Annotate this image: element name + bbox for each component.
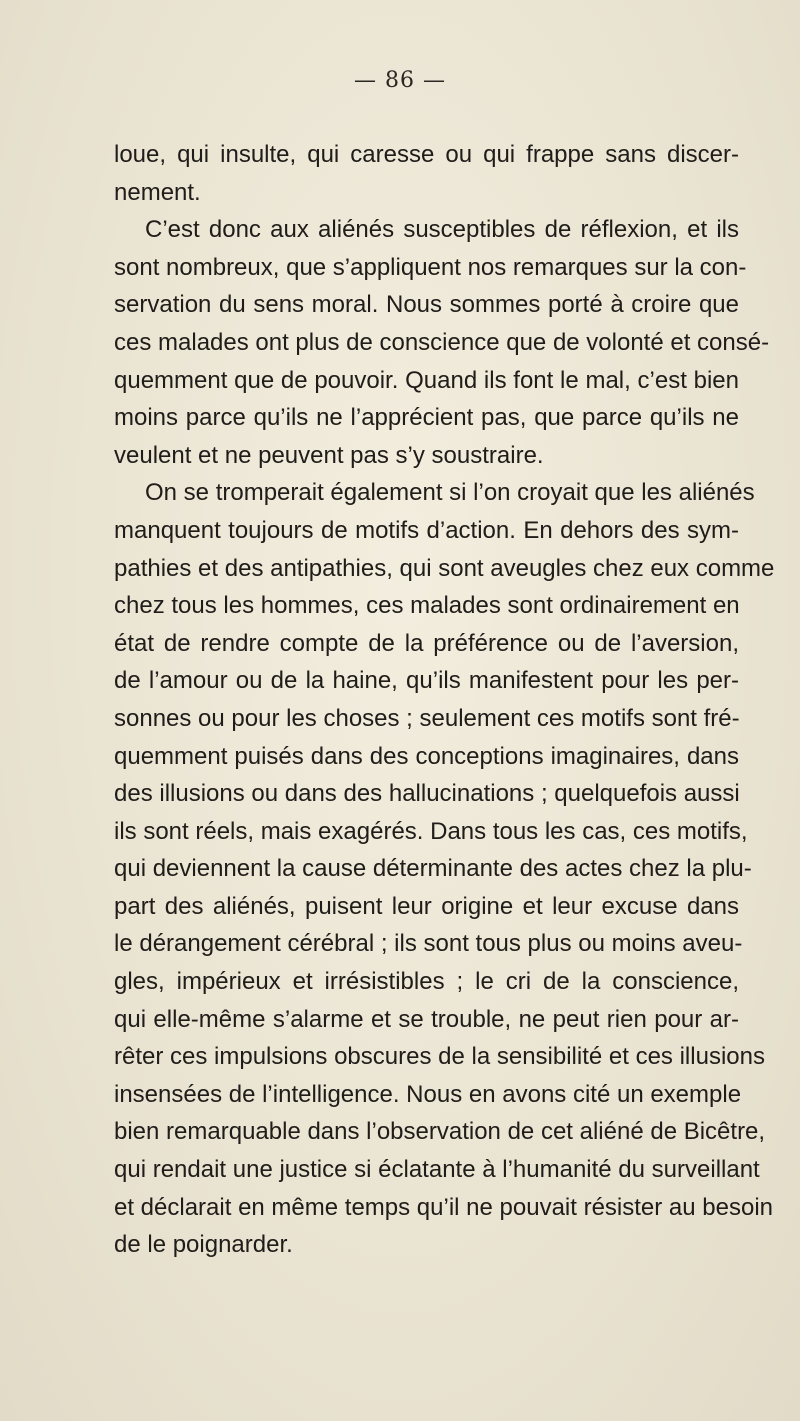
text-line: insensées de l’intelligence. Nous en avons cité un exemple bbox=[114, 1080, 742, 1108]
text-line: quemment puisés dans des conceptions imaginaires, dans bbox=[114, 742, 739, 770]
text-line: loue, qui insulte, qui caresse ou qui frappe sans discer- bbox=[114, 141, 739, 168]
body-text bbox=[114, 136, 775, 1264]
text-line: sonnes ou pour les choses ; seulement ces motifs sont fré- bbox=[114, 704, 740, 732]
text-line: état de rendre compte de la préférence ou de l’aversion, bbox=[114, 629, 739, 657]
text-line: ces malades ont plus de conscience que de volonté et consé- bbox=[114, 328, 770, 356]
text-line: qui deviennent la cause déterminante des actes chez la plu- bbox=[114, 855, 752, 883]
text-line: manquent toujours de motifs d’action. En dehors des sym- bbox=[114, 516, 739, 544]
text-line: nement. bbox=[114, 178, 201, 206]
text-line: quemment que de pouvoir. Quand ils font le mal, c’est bien bbox=[114, 366, 739, 394]
text-line: qui rendait une justice si éclatante à l’humanité du surveillant bbox=[114, 1156, 760, 1184]
text-line: servation du sens moral. Nous sommes porté à croire que bbox=[114, 291, 739, 319]
text-line: de le poignarder. bbox=[114, 1231, 293, 1259]
text-line: rêter ces impulsions obscures de la sensibilité et ces illusions bbox=[114, 1043, 765, 1071]
text-line: moins parce qu’ils ne l’apprécient pas, que parce qu’ils ne bbox=[114, 404, 739, 432]
text-line: des illusions ou dans des hallucinations ; quelquefois aussi bbox=[114, 780, 740, 808]
text-line: bien remarquable dans l’observation de cet aliéné de Bicêtre, bbox=[114, 1118, 766, 1146]
text-line: C’est donc aux aliénés susceptibles de réflexion, et ils bbox=[145, 216, 739, 244]
text-line: part des aliénés, puisent leur origine et leur excuse dans bbox=[114, 892, 739, 920]
text-line: le dérangement cérébral ; ils sont tous plus ou moins aveu- bbox=[114, 930, 743, 958]
text-line: et déclarait en même temps qu’il ne pouvait résister au besoin bbox=[114, 1193, 774, 1221]
text-line: qui elle-même s’alarme et se trouble, ne peut rien pour ar- bbox=[114, 1005, 739, 1033]
text-line: sont nombreux, que s’appliquent nos remarques sur la con- bbox=[114, 253, 747, 281]
text-line: On se tromperait également si l’on croyait que les aliénés bbox=[145, 479, 755, 507]
text-line: pathies et des antipathies, qui sont aveugles chez eux comme bbox=[114, 554, 775, 582]
page-number: — 86 — bbox=[354, 68, 446, 93]
text-line: chez tous les hommes, ces malades sont ordinairement en bbox=[114, 592, 740, 620]
text-line: de l’amour ou de la haine, qu’ils manifestent pour les per- bbox=[114, 667, 739, 695]
text-line: gles, impérieux et irrésistibles ; le cri de la conscience, bbox=[114, 968, 739, 996]
text-line: veulent et ne peuvent pas s’y soustraire. bbox=[114, 441, 544, 469]
text-line: ils sont réels, mais exagérés. Dans tous les cas, ces motifs, bbox=[114, 817, 748, 845]
